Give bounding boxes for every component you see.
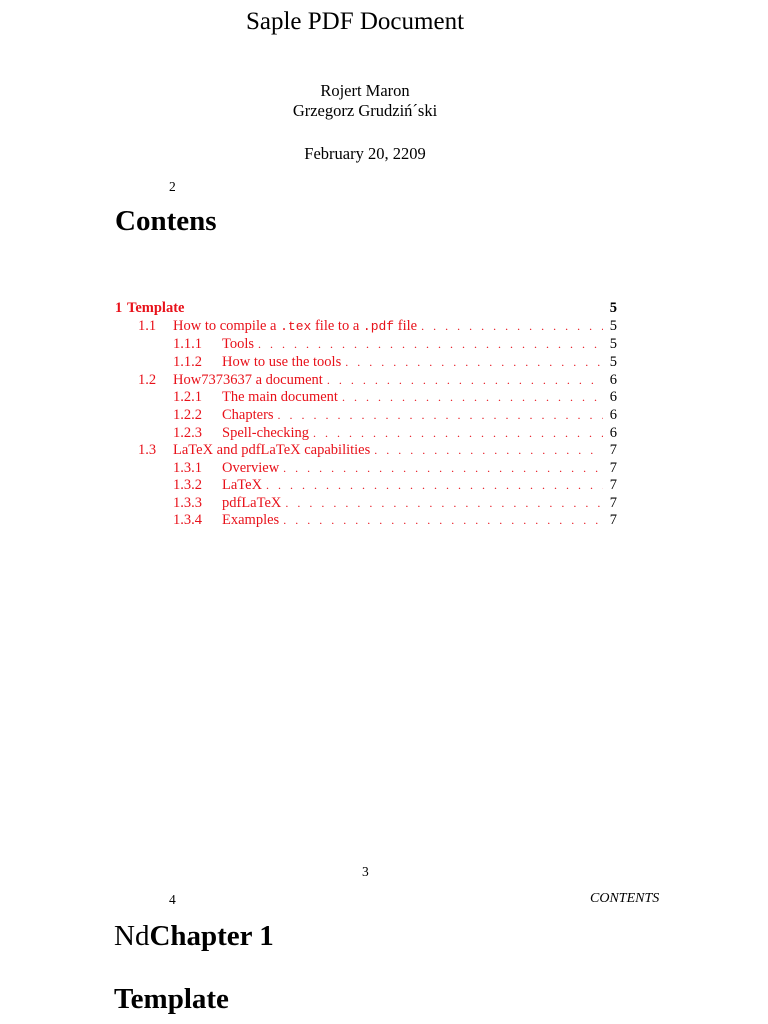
running-header: CONTENTS bbox=[590, 891, 660, 906]
toc-entry[interactable] bbox=[115, 512, 617, 530]
toc-entry-number: 1.3 bbox=[138, 442, 157, 458]
toc-entry-title: LaTeX bbox=[222, 477, 263, 493]
toc-entry-page: 6 bbox=[609, 425, 617, 441]
toc-entry-page: 6 bbox=[609, 407, 617, 423]
toc-entry-number: 1.2.2 bbox=[173, 407, 202, 423]
toc-entry-number: 1.1.1 bbox=[173, 336, 202, 352]
document-title: Saple PDF Document bbox=[245, 8, 465, 35]
toc-entry-title: Tools bbox=[222, 336, 255, 352]
toc-entry-number: 1.3.3 bbox=[173, 495, 202, 511]
toc-entry-title: Examples bbox=[222, 512, 280, 528]
toc-entry[interactable] bbox=[115, 389, 617, 407]
toc-entry-page: 5 bbox=[609, 354, 617, 370]
toc-entry[interactable] bbox=[115, 425, 617, 443]
toc-entry-number: 1.1 bbox=[138, 318, 157, 334]
toc-entry-number: 1.3.1 bbox=[173, 460, 202, 476]
toc-entry-number: 1 bbox=[115, 300, 123, 316]
toc-entry-title: How to compile a .tex file to a .pdf file bbox=[173, 318, 418, 334]
toc-leader bbox=[370, 442, 603, 460]
toc-leader bbox=[309, 425, 603, 443]
toc-entry[interactable] bbox=[115, 495, 617, 513]
toc-entry-page: 5 bbox=[609, 336, 617, 352]
toc-leader bbox=[323, 372, 603, 390]
chapter-prefix: Nd bbox=[114, 920, 150, 952]
toc-leader bbox=[254, 336, 603, 354]
toc-entry-title: LaTeX and pdfLaTeX capabilities bbox=[173, 442, 371, 458]
toc-entry-title: How to use the tools bbox=[222, 354, 342, 370]
contents-heading: Contens bbox=[115, 205, 217, 237]
toc-entry-title: How7373637 a document bbox=[173, 372, 323, 388]
toc-entry-page: 7 bbox=[609, 495, 617, 511]
toc-entry-page: 7 bbox=[609, 477, 617, 493]
chapter-heading bbox=[114, 920, 274, 953]
toc-entry-title: Template bbox=[127, 300, 185, 316]
author-name: Rojert Maron bbox=[320, 81, 410, 100]
toc-entry-number: 1.3.4 bbox=[173, 512, 202, 528]
toc-entry-page: 6 bbox=[609, 389, 617, 405]
toc-entry[interactable] bbox=[115, 318, 617, 336]
toc-entry[interactable] bbox=[115, 354, 617, 372]
toc-leader bbox=[341, 354, 603, 372]
toc-entry-title: Spell-checking bbox=[222, 425, 309, 441]
toc-leader bbox=[279, 512, 603, 530]
toc-entry-number: 1.2.3 bbox=[173, 425, 202, 441]
toc-entry-number: 1.1.2 bbox=[173, 354, 202, 370]
toc-leader bbox=[338, 389, 603, 407]
page-number: 2 bbox=[169, 179, 176, 194]
page-number: 3 bbox=[362, 864, 369, 879]
toc-entry[interactable] bbox=[115, 442, 617, 460]
toc-leader bbox=[262, 477, 603, 495]
toc-entry[interactable] bbox=[115, 300, 617, 318]
toc-entry-page: 7 bbox=[609, 512, 617, 528]
toc-leader bbox=[279, 460, 603, 478]
toc-entry[interactable] bbox=[115, 460, 617, 478]
toc-entry[interactable] bbox=[115, 407, 617, 425]
toc-entry-number: 1.3.2 bbox=[173, 477, 202, 493]
toc-leader bbox=[274, 407, 603, 425]
toc-leader bbox=[281, 495, 603, 513]
toc-entry-page: 7 bbox=[609, 460, 617, 476]
toc-entry[interactable] bbox=[115, 336, 617, 354]
toc-entry-title: Overview bbox=[222, 460, 280, 476]
toc-entry-number: 1.2.1 bbox=[173, 389, 202, 405]
chapter-title: Template bbox=[114, 983, 229, 1015]
toc-leader bbox=[417, 318, 603, 336]
toc-entry[interactable] bbox=[115, 372, 617, 390]
author-name: Grzegorz Grudziń´ski bbox=[292, 101, 438, 120]
chapter-label: Chapter 1 bbox=[149, 920, 274, 952]
toc-entry-title: Chapters bbox=[222, 407, 274, 423]
toc-entry-title: pdfLaTeX bbox=[222, 495, 282, 511]
toc-entry-page: 5 bbox=[609, 300, 617, 316]
page-number: 4 bbox=[169, 892, 176, 907]
toc-entry-title: The main document bbox=[222, 389, 338, 405]
toc-entry-number: 1.2 bbox=[138, 372, 157, 388]
document-date: February 20, 2209 bbox=[304, 144, 426, 163]
toc-entry[interactable] bbox=[115, 477, 617, 495]
toc-entry-page: 7 bbox=[609, 442, 617, 458]
toc-entry-page: 6 bbox=[609, 372, 617, 388]
toc-entry-page: 5 bbox=[609, 318, 617, 334]
